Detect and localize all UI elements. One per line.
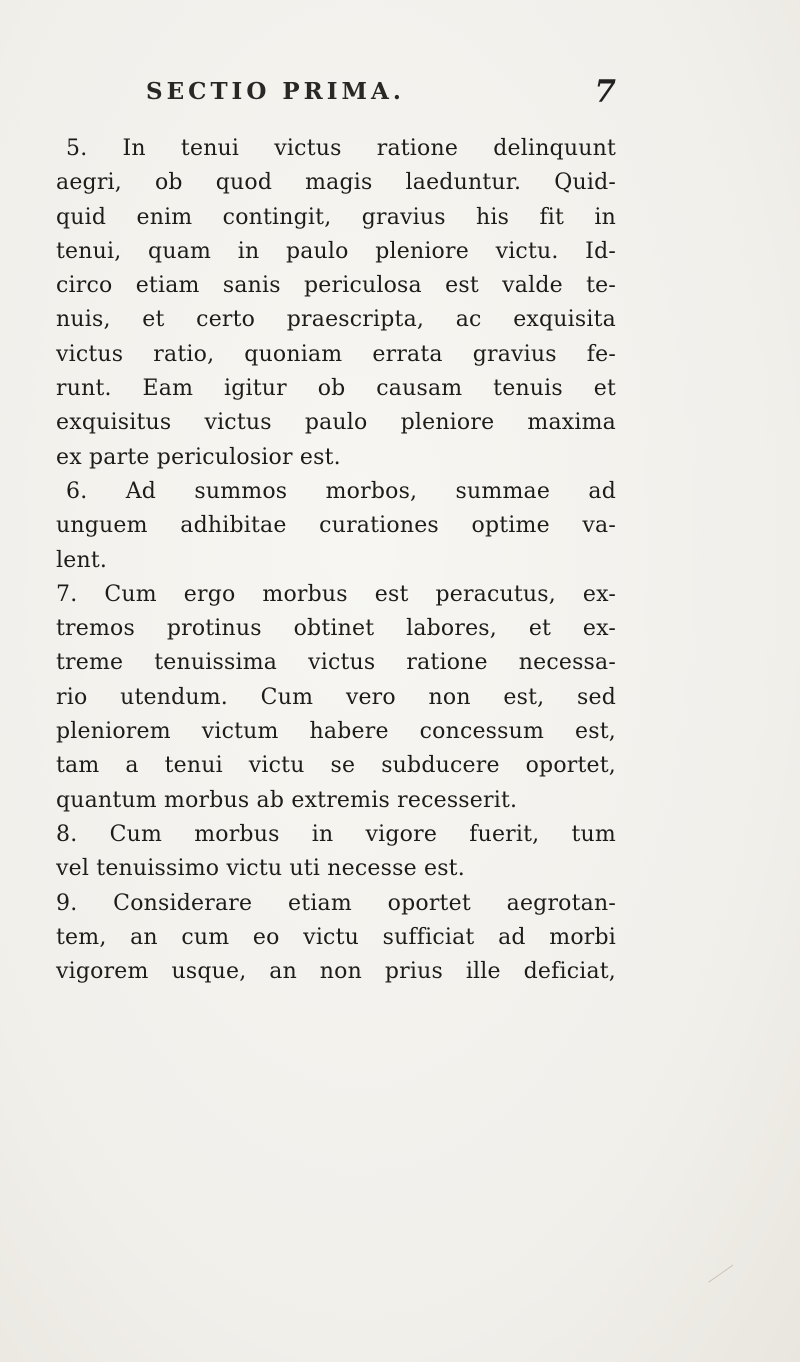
text-line: rio utendum. Cum vero non est, sed	[56, 684, 616, 710]
text-line-aphorism-7: 7. Cum ergo morbus est peracutus, ex-	[56, 581, 616, 607]
page-header	[146, 74, 616, 118]
page-smudge	[697, 1248, 734, 1282]
text-line: quid enim contingit, gravius his fit in	[56, 204, 616, 230]
page-number: 7	[594, 74, 616, 110]
running-head: SECTIO PRIMA.	[146, 78, 405, 105]
text-line: quantum morbus ab extremis recesserit.	[56, 787, 518, 813]
text-line: tremos protinus obtinet labores, et ex-	[56, 616, 616, 642]
text-line: nuis, et certo praescripta, ac exquisita	[56, 307, 616, 333]
text-line: vigorem usque, an non prius ille deficiat,	[56, 959, 616, 985]
text-line: vel tenuissimo victu uti necesse est.	[56, 856, 465, 882]
text-line-aphorism-6: 6. Ad summos morbos, summae ad	[66, 478, 616, 504]
text-line: treme tenuissima victus ratione necessa-	[56, 650, 616, 676]
text-line-aphorism-9: 9. Considerare etiam oportet aegrotan-	[56, 890, 616, 916]
text-line: tenui, quam in paulo pleniore victu. Id-	[56, 238, 616, 264]
text-line: runt. Eam igitur ob causam tenuis et	[56, 376, 616, 402]
body-text	[56, 132, 616, 989]
text-line: unguem adhibitae curationes optime va-	[56, 513, 616, 539]
text-line: ex parte periculosior est.	[56, 444, 341, 470]
text-line: pleniorem victum habere concessum est,	[56, 719, 616, 745]
text-line: circo etiam sanis periculosa est valde te-	[56, 273, 616, 299]
text-line: victus ratio, quoniam errata gravius fe-	[56, 341, 616, 367]
text-line: exquisitus victus paulo pleniore maxima	[56, 410, 616, 436]
text-line: aegri, ob quod magis laeduntur. Quid-	[56, 170, 616, 196]
text-line: lent.	[56, 547, 108, 573]
text-line-aphorism-8: 8. Cum morbus in vigore fuerit, tum	[56, 821, 616, 847]
text-line-aphorism-5: 5. In tenui victus ratione delinquunt	[66, 136, 616, 161]
text-line: tam a tenui victu se subducere oportet,	[56, 753, 616, 779]
text-line: tem, an cum eo victu sufficiat ad morbi	[56, 924, 616, 950]
